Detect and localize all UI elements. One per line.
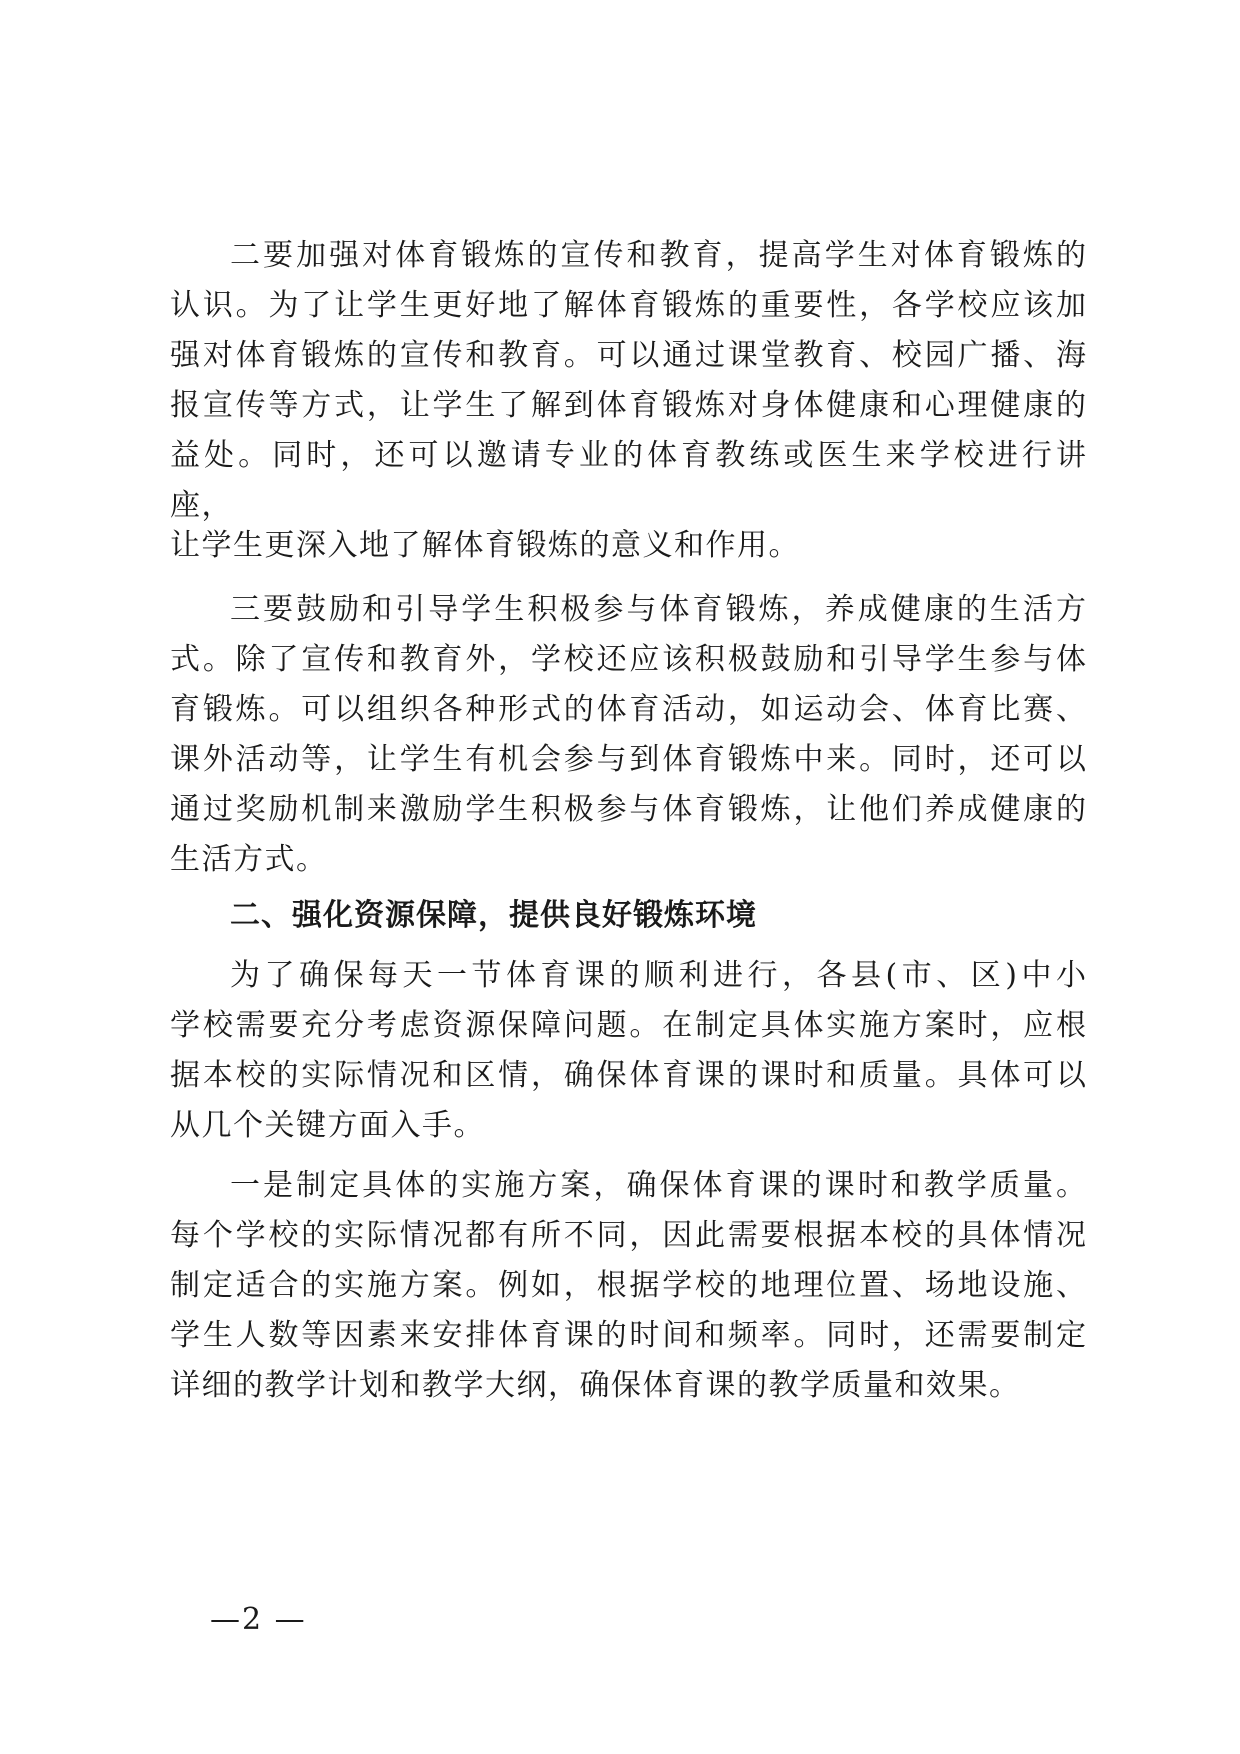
page-number: —2 —: [210, 1602, 307, 1637]
paragraph-line: 一是制定具体的实施方案，确保体育课的课时和教学质量。: [230, 1168, 1086, 1203]
paragraph-line: 座，: [170, 488, 233, 523]
paragraph-line: 强对体育锻炼的宣传和教育。可以通过课堂教育、校园广播、海: [170, 338, 1086, 373]
paragraph-line: 学生人数等因素来安排体育课的时间和频率。同时，还需要制定: [170, 1318, 1086, 1353]
paragraph-line: 据本校的实际情况和区情，确保体育课的课时和质量。具体可以: [170, 1058, 1086, 1093]
section-heading: 二、强化资源保障，提供良好锻炼环境: [230, 898, 757, 933]
paragraph-line: 益处。同时，还可以邀请专业的体育教练或医生来学校进行讲: [170, 438, 1086, 473]
paragraph-line: 从几个关键方面入手。: [170, 1108, 485, 1143]
paragraph-line: 通过奖励机制来激励学生积极参与体育锻炼，让他们养成健康的: [170, 792, 1086, 827]
paragraph-line: 报宣传等方式，让学生了解到体育锻炼对身体健康和心理健康的: [170, 388, 1086, 423]
paragraph-line: 二要加强对体育锻炼的宣传和教育，提高学生对体育锻炼的: [230, 238, 1086, 273]
paragraph-line: 学校需要充分考虑资源保障问题。在制定具体实施方案时，应根: [170, 1008, 1086, 1043]
paragraph-line: 为了确保每天一节体育课的顺利进行，各县(市、区)中小: [230, 958, 1086, 993]
paragraph-line: 育锻炼。可以组织各种形式的体育活动，如运动会、体育比赛、: [170, 692, 1086, 727]
paragraph-line: 让学生更深入地了解体育锻炼的意义和作用。: [170, 528, 800, 563]
paragraph-line: 课外活动等，让学生有机会参与到体育锻炼中来。同时，还可以: [170, 742, 1086, 777]
paragraph-line: 认识。为了让学生更好地了解体育锻炼的重要性，各学校应该加: [170, 288, 1086, 323]
paragraph-line: 每个学校的实际情况都有所不同，因此需要根据本校的具体情况: [170, 1218, 1086, 1253]
paragraph-line: 生活方式。: [170, 842, 328, 877]
paragraph-line: 三要鼓励和引导学生积极参与体育锻炼，养成健康的生活方: [230, 592, 1086, 627]
paragraph-line: 式。除了宣传和教育外，学校还应该积极鼓励和引导学生参与体: [170, 642, 1086, 677]
paragraph-line: 详细的教学计划和教学大纲，确保体育课的教学质量和效果。: [170, 1368, 1021, 1403]
paragraph-line: 制定适合的实施方案。例如，根据学校的地理位置、场地设施、: [170, 1268, 1086, 1303]
